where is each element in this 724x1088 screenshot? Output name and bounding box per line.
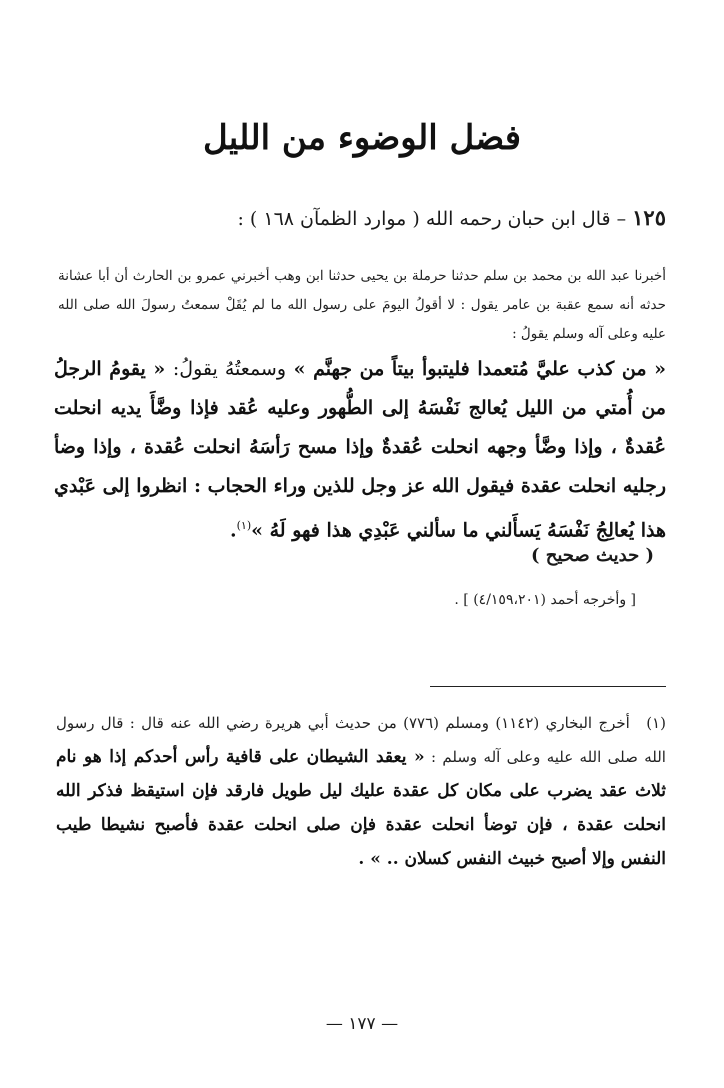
hadith-grade: ( حديث صحيح ) — [530, 545, 654, 566]
chapter-title: فضل الوضوء من الليل — [203, 118, 521, 158]
hadith-matn: « من كذب عليَّ مُتعمدا فليتبوأ بيتاً من جهنَّم » وسمعتُهُ يقولُ: « يقومُ الرجلُ من أُمتي من الليل يُعالج نَفْسَهُ إلى الطُّهور وعليه عُقد فإذا وضَّأَ يديه انحلت عُقدةٌ ، وإذا وضَّأ وجهه انحلت عُقدةٌ وإذا مسح رَأسَهُ انحلت عُقدة ، وإذا وضأ رجليه انحلت عقدة فيقول الله عز وجل للذين وراء الحجاب : انظروا إلى عَبْدي هذا يُعالِجُ نَفْسَهُ يَسأَلني ما سألني عَبْدِي هذا فهو لَهُ »$^{(١)}$. — [54, 358, 666, 542]
hadith-takhrij: [ وأخرجه أحمد (٤/١٥٩،٢٠١) ] . — [454, 592, 636, 608]
footnote-marker: (١) — [646, 714, 666, 732]
matn-second-saying: « يقومُ الرجلُ من أُمتي من الليل يُعالج نَفْسَهُ إلى الطُّهور وعليه عُقد فإذا وضَّأَ يديه انحلت عُقدةٌ ، وإذا وضَّأ وجهه انحلت عُقدةٌ وإذا مسح رَأسَهُ انحلت عُقدة ، وإذا وضأ رجليه انحلت عقدة فيقول الله عز وجل للذين وراء الحجاب : انظروا إلى عَبْدي هذا يُعالِجُ نَفْسَهُ يَسأَلني ما سألني عَبْدِي هذا فهو لَهُ » — [54, 358, 666, 542]
page-number: — ١٧٧ — — [325, 1014, 399, 1034]
footnote-text: أخرج البخاري (١١٤٢) ومسلم (٧٧٦) من حديث أبي هريرة رضي الله عنه قال : قال رسول الله صلى الله عليه وعلى آله وسلم : — [56, 714, 666, 766]
footnote-quote: « يعقد الشيطان على قافية رأس أحدكم إذا هو نام ثلاث عقد يضرب على مكان كل عقدة عليك ليل طويل فارقد فإن استيقظ فذكر الله انحلت عقدة ، فإن توضأ انحلت عقدة فإن صلى انحلت عقدة فأصبح نشيطا طيب النفس وإلا أصبح خبيث النفس كسلان .. » . — [56, 747, 666, 869]
hadith-header — [56, 205, 666, 230]
matn-first-saying: « من كذب عليَّ مُتعمدا فليتبوأ بيتاً من جهنَّم » — [293, 358, 666, 380]
footnote — [56, 706, 666, 876]
footnote-divider — [430, 686, 666, 687]
hadith-isnad: أخبرنا عبد الله بن محمد بن سلم حدثنا حرملة بن يحيى حدثنا ابن وهب أخبرني عمرو بن الحارث أن أبا عشانة حدثه أنه سمع عقبة بن عامر يقول : لا أقولُ اليومَ على رسول الله ما لم يُقَلْ سمعتُ رسولَ الله صلى الله عليه وعلى آله وسلم يقولُ : — [58, 268, 666, 342]
hadith-number: ١٢٥ — [632, 205, 666, 230]
hadith-source: – قال ابن حبان رحمه الله ( موارد الظمآن ١٦٨ ) : — [237, 208, 627, 230]
matn-connector: وسمعتُهُ يقولُ: — [172, 358, 287, 380]
footnote-reference: (١) — [236, 519, 252, 532]
